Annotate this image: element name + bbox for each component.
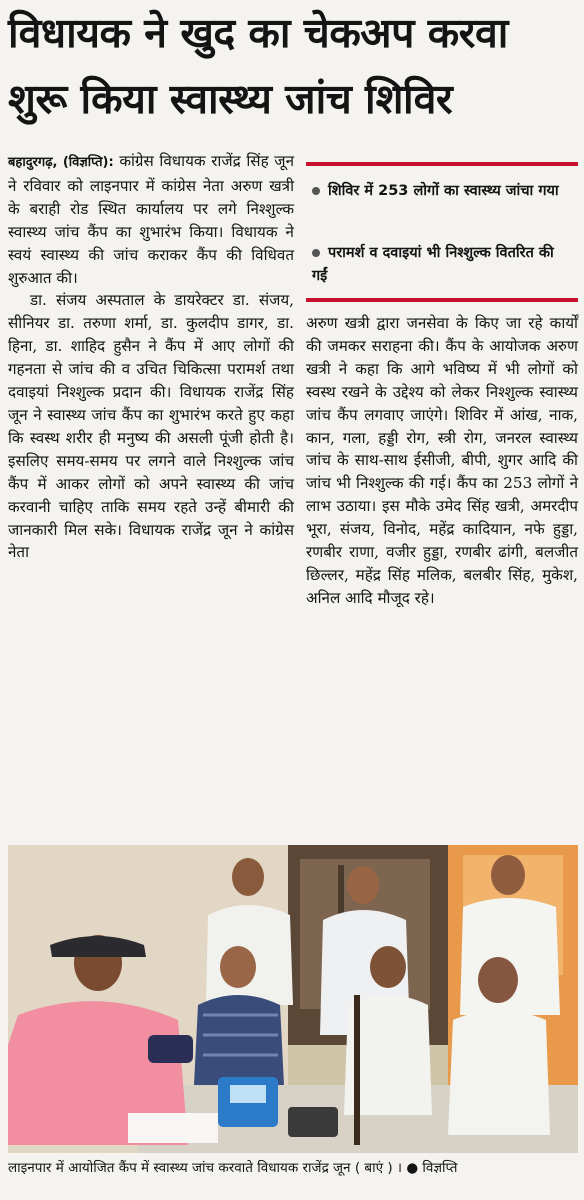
paragraph-2: डा. संजय अस्पताल के डायरेक्टर डा. संजय, सीनियर डा. तरुणा शर्मा, डा. कुलदीप डागर, डा. हिना, डा. शाहिद हुसैन ने कैंप में आए लोगों की गहनता से जांच की व उचित चिकित्सा परामर्श तथा दवाइयां निश्शुल्क प्रदान की। विधायक राजेंद्र सिंह जून ने स्वास्थ्य जांच कैंप का शुभारंभ करते हुए कहा कि स्वस्थ शरीर ही मनुष्य की असली पूंजी होती है। इसलिए समय-समय पर लगने वाले निश्शुल्क जांच कैंप में आकर लोगों को अपने स्वास्थ्य की जांच करवानी चाहिए ताकि समय रहते उन्हें बीमारी की जानकारी मिल सके। विधायक राजेंद्र जून ने कांग्रेस नेता [8,291,294,562]
news-photo [8,845,578,1153]
dateline: बहादुरगढ़, (विज्ञप्ति): [8,155,114,170]
paragraph-3: अरुण खत्री द्वारा जनसेवा के किए जा रहे कार्यों की जमकर सराहना की। कैंप के आयोजक अरुण खत्री ने कहा कि आगे भविष्य में भी लोगों को स्वस्थ रखने के उद्देश्य को लेकर निश्शुल्क स्वास्थ्य जांच कैंप लगवाए जाएंगे। शिविर में आंख, नाक, कान, गला, हड्डी रोग, स्त्री रोग, जनरल स्वास्थ्य जांच के साथ-साथ ईसीजी, बीपी, शुगर आदि की जांच भी निश्शुल्क की गई। कैंप का 253 लोगों ने लाभ उठाया। इस मौके उमेद सिंह खत्री, अमरदीप भूरा, संजय, विनोद, महेंद्र कादियान, नफे हुड्डा, रणबीर राणा, वजीर हुड्डा, रणबीर ढांगी, बलजीत छिल्लर, महेंद्र सिंह मलिक, बलबीर सिंह, मुकेश, अनिल आदि मौजूद रहे। [306,314,578,607]
paragraph-1-text: कांग्रेस विधायक राजेंद्र सिंह जून ने रविवार को लाइनपार में कांग्रेस नेता अरुण खत्री के बराही रोड स्थित कार्यालय पर लगे निश्शुल्क स्वास्थ्य जांच कैंप का शुभारंभ किया। विधायक ने स्वयं स्वास्थ्य की जांच कराकर कैंप की विधिवत शुरुआत की। [8,152,294,287]
highlights-box [306,162,578,302]
headline: विधायक ने खुद का चेकअप करवा शुरू किया स्वास्थ्य जांच शिविर [8,9,508,123]
paragraph-1 [8,150,294,289]
article-column-right [306,312,578,610]
highlight-item [312,242,572,288]
highlight-item [312,180,572,203]
bullet-icon [312,187,320,195]
bullet-icon [312,249,320,257]
photo-caption: लाइनपार में आयोजित कैंप में स्वास्थ्य जांच करवाते विधायक राजेंद्र जून ( बाएं ) । ● विज्ञप्ति [8,1160,458,1176]
photo-illustration [8,845,578,1153]
article-column-left [8,150,294,564]
highlight-text: शिविर में 253 लोगों का स्वास्थ्य जांचा गया [328,183,559,199]
highlight-text: परामर्श व दवाइयां भी निश्शुल्क वितरित की गईं [312,245,554,284]
